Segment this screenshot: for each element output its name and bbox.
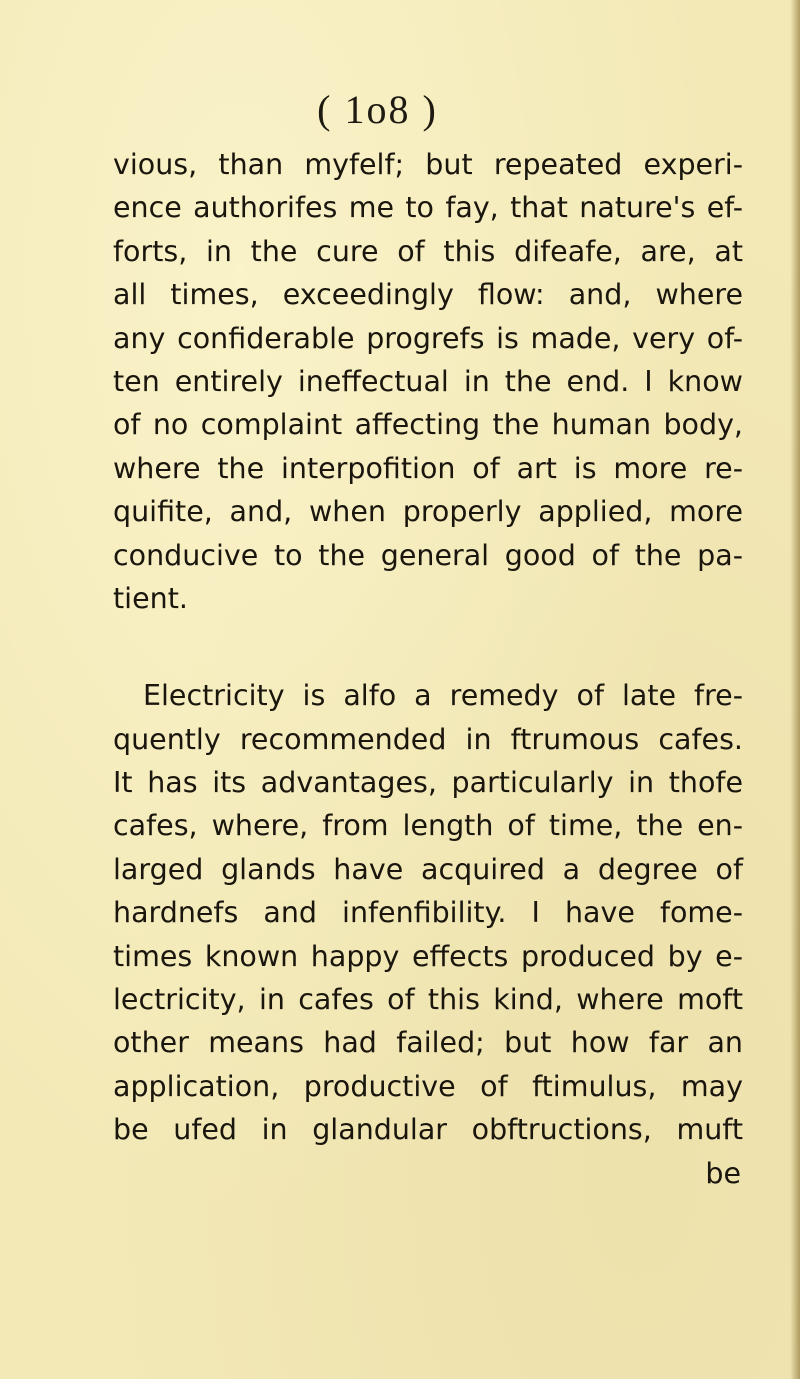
- text-line: lectricity, in cafes of this kind, where moft: [113, 983, 743, 1017]
- text-line: cafes, where, from length of time, the en-: [113, 809, 743, 843]
- text-line: of no complaint affecting the human body,: [113, 408, 743, 442]
- text-line: tient.: [113, 581, 188, 615]
- text-line: where the interpofition of art is more re-: [113, 451, 743, 485]
- page-edge-shadow: [790, 0, 800, 1379]
- text-line: ence authorifes me to fay, that nature's ef-: [113, 191, 743, 225]
- text-line: vious, than myfelf; but repeated experi-: [113, 148, 743, 181]
- catchword: be: [705, 1156, 741, 1190]
- paragraph-gap: [113, 620, 743, 674]
- text-line: forts, in the cure of this difeafe, are, at: [113, 234, 743, 268]
- text-line: Electricity is alfo a remedy of late fre-: [143, 679, 743, 713]
- text-line: quifite, and, when properly applied, more: [113, 495, 743, 529]
- page-body-text: [113, 143, 743, 1195]
- text-line: other means had failed; but how far an: [113, 1026, 743, 1060]
- text-line: ten entirely ineffectual in the end. I know: [113, 364, 743, 398]
- page-number-header: ( 1o8 ): [317, 87, 438, 132]
- text-line: be ufed in glandular obftructions, muft: [113, 1113, 743, 1147]
- text-line: any confiderable progrefs is made, very of-: [113, 321, 743, 355]
- text-line: hardnefs and infenfibility. I have fome-: [113, 896, 743, 930]
- text-line: times known happy effects produced by e-: [113, 939, 743, 973]
- text-line: application, productive of ftimulus, may: [113, 1069, 743, 1103]
- text-line: larged glands have acquired a degree of: [113, 852, 743, 886]
- text-line: quently recommended in ftrumous cafes.: [113, 722, 743, 756]
- text-line: It has its advantages, particularly in thofe: [113, 766, 743, 800]
- text-line: conducive to the general good of the pa-: [113, 538, 743, 572]
- text-line: all times, exceedingly flow: and, where: [113, 278, 743, 312]
